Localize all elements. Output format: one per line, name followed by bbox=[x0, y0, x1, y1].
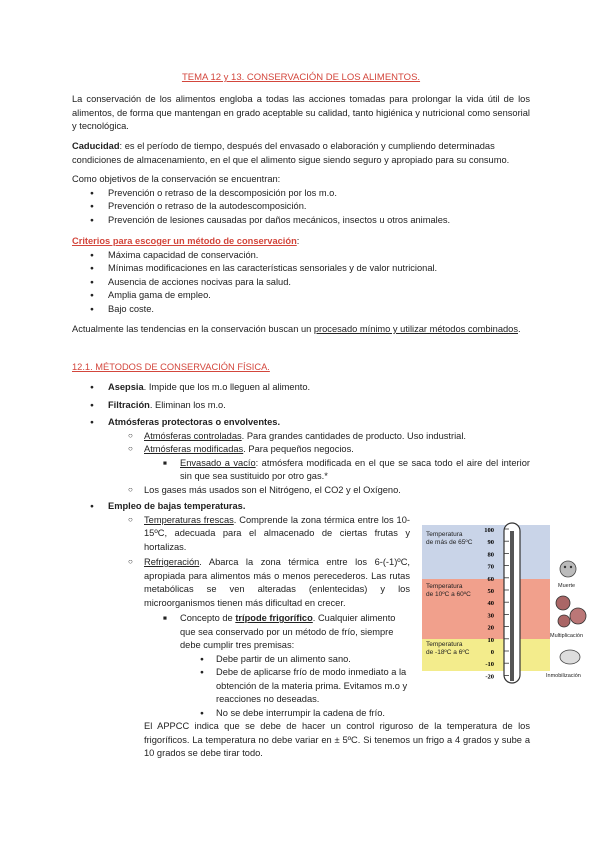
tendencias-post: . bbox=[517, 324, 521, 334]
list-item: ● Bajo coste. bbox=[72, 303, 530, 317]
label-immobilization: Inmobilización bbox=[546, 673, 581, 679]
metodos-list bbox=[72, 381, 530, 497]
bajas-term: Empleo de bajas temperaturas bbox=[108, 501, 243, 511]
refrigeracion-text: . Abarca la zona térmica entre los 6-(-1)ºC, apropiada para alimentos más o menos perecederos. Las rutas metabólicas se ven alteradas (enlentecidas) y los microorganismos tienen más dificultad en crecer. bbox=[144, 557, 410, 608]
thermometer-figure bbox=[418, 521, 598, 691]
atmosferas-term: Atmósferas protectoras o envolventes bbox=[108, 417, 278, 427]
criterios-colon: : bbox=[296, 236, 300, 246]
filtracion-text: . Eliminan los m.o. bbox=[149, 399, 226, 410]
list-item: ● Prevención o retraso de la autodescomposición. bbox=[72, 200, 530, 214]
list-item: ● Amplia gama de empleo. bbox=[72, 289, 530, 303]
controladas-text: . Para grandes cantidades de producto. Uso industrial. bbox=[241, 430, 466, 441]
multiplication-icon bbox=[556, 596, 586, 627]
tick-label: 80 bbox=[487, 551, 494, 559]
tick-label: 50 bbox=[487, 588, 494, 595]
gases-item: ○ Los gases más usados son el Nitrógeno, el CO2 y el Oxígeno. bbox=[72, 484, 530, 498]
tendencias-underlined: procesado mínimo y utilizar métodos combinados bbox=[313, 324, 518, 334]
list-item: ● Prevención de lesiones causadas por daños mecánicos, insectos u otros animales. bbox=[72, 214, 530, 228]
tick-label: -10 bbox=[485, 661, 494, 669]
tick-label: 10 bbox=[487, 636, 494, 644]
filtracion-term: Filtración bbox=[108, 399, 150, 410]
list-item: ● Ausencia de acciones nocivas para la salud. bbox=[72, 276, 530, 290]
asepsia-text: . Impide que los m.o lleguen al alimento. bbox=[143, 382, 311, 392]
frescas-text: . Comprende la zona térmica entre los 10-15ºC, adecuada para el almacenado de ciertas frutas y hortalizas. bbox=[144, 514, 410, 552]
controladas-term: Atmósferas controladas bbox=[144, 430, 242, 441]
thermometer-column bbox=[510, 531, 514, 681]
caducidad-term: Caducidad bbox=[72, 141, 120, 151]
list-item: ● Máxima capacidad de conservación. bbox=[72, 249, 530, 263]
atmosferas-item bbox=[72, 416, 530, 430]
caducidad-paragraph bbox=[72, 140, 530, 167]
tripode-text: . Cualquier alimento que sea conservado por un método de frío, siempre debe cumplir tres premisas: bbox=[180, 613, 396, 650]
objetivos-heading: Como objetivos de la conservación se encuentran: bbox=[72, 174, 281, 184]
vacio-item bbox=[72, 457, 530, 484]
immobilization-icon bbox=[560, 650, 580, 664]
tick-label: 40 bbox=[487, 600, 494, 608]
modificadas-item bbox=[72, 443, 530, 457]
tripode-term: trípode frigorífico bbox=[235, 613, 313, 623]
bajas-item bbox=[72, 500, 530, 514]
tick-label: 30 bbox=[487, 612, 494, 620]
premisa-item: ● Debe de aplicarse frío de modo inmediato a la obtención de la materia prima. Evitamos m.o y reacciones no deseadas. bbox=[72, 666, 410, 707]
list-item: ● Mínimas modificaciones en las características sensoriales y de valor nutricional. bbox=[72, 262, 530, 276]
death-icon bbox=[560, 561, 576, 577]
zone-mid-label: Temperatura de 10ºC a 60ºC bbox=[426, 583, 471, 598]
premisa-item: ● No se debe interrumpir la cadena de frío. bbox=[72, 707, 410, 721]
criterios-section bbox=[72, 235, 530, 316]
tick-label: 70 bbox=[487, 563, 494, 571]
objetivos-section bbox=[72, 173, 530, 227]
zone-cold-label: Temperatura de -18ºC a 6ºC bbox=[426, 641, 470, 656]
label-death: Muerte bbox=[558, 583, 576, 589]
tendencias-pre: Actualmente las tendencias en la conservación buscan un bbox=[72, 324, 314, 334]
tick-label: 60 bbox=[487, 575, 494, 583]
filtracion-item bbox=[72, 399, 530, 413]
objetivos-list bbox=[72, 187, 530, 228]
modificadas-term: Atmósferas modificadas bbox=[144, 444, 244, 454]
intro-paragraph: La conservación de los alimentos engloba a todas las acciones tomadas para prolongar la vida útil de los alimentos, de forma que mantengan en grado aceptable su calidad, tanto higiénica y nutricional como sensorial y tecnológica. bbox=[72, 94, 530, 131]
vacio-term: Envasado a vacío bbox=[180, 457, 256, 468]
tick-label: -20 bbox=[485, 673, 494, 681]
tick-label: 20 bbox=[487, 624, 494, 632]
tick-label: 90 bbox=[487, 539, 494, 547]
refrigeracion-item bbox=[72, 556, 410, 610]
tick-label: 100 bbox=[484, 527, 494, 534]
asepsia-item bbox=[72, 381, 530, 395]
vacio-text: : atmósfera modificada en el que se saca todo el aire del interior sin que sea sustituido por otro gas.* bbox=[180, 457, 530, 481]
section-heading: 12.1. MÉTODOS DE CONSERVACIÓN FÍSICA. bbox=[72, 362, 270, 372]
frescas-term: Temperaturas frescas bbox=[144, 514, 234, 525]
refrigeracion-term: Refrigeración bbox=[144, 557, 200, 567]
appcc-paragraph: El APPCC indica que se debe de hacer un control riguroso de la temperatura de los frigoríficos. La temperatura no debe variar en ± 5ºC. Si tenemos un frigo a 4 grados y sube a 10 grados se debe tirar todo. bbox=[144, 721, 530, 758]
tripode-item bbox=[72, 612, 410, 653]
premisa-item: ● Debe partir de un alimento sano. bbox=[72, 653, 410, 667]
caducidad-text: : es el período de tiempo, después del envasado o elaboración y cumpliendo determinadas condiciones de almacenamiento, en el que el alimento sigue siendo seguro y apropiado para su consumo. bbox=[72, 141, 510, 165]
zone-hot-label: Temperatura de más de 65ºC bbox=[426, 531, 473, 546]
list-item: ● Prevención o retraso de la descomposición por los m.o. bbox=[72, 187, 530, 201]
tick-label: 0 bbox=[490, 649, 494, 656]
tendencias-paragraph bbox=[72, 323, 530, 337]
controladas-item bbox=[72, 430, 530, 444]
frescas-item bbox=[72, 514, 410, 555]
page-title: TEMA 12 y 13. CONSERVACIÓN DE LOS ALIMENTOS. bbox=[181, 72, 421, 83]
bajas-dot: . bbox=[242, 501, 246, 511]
criterios-list bbox=[72, 249, 530, 317]
tripode-pre: Concepto de bbox=[180, 613, 236, 623]
atmosferas-dot: . bbox=[277, 417, 281, 427]
asepsia-term: Asepsia bbox=[108, 382, 144, 392]
modificadas-text: . Para pequeños negocios. bbox=[243, 444, 354, 454]
label-multiplication: Multiplicación bbox=[550, 633, 584, 639]
criterios-heading: Criterios para escoger un método de conservación bbox=[72, 236, 297, 246]
